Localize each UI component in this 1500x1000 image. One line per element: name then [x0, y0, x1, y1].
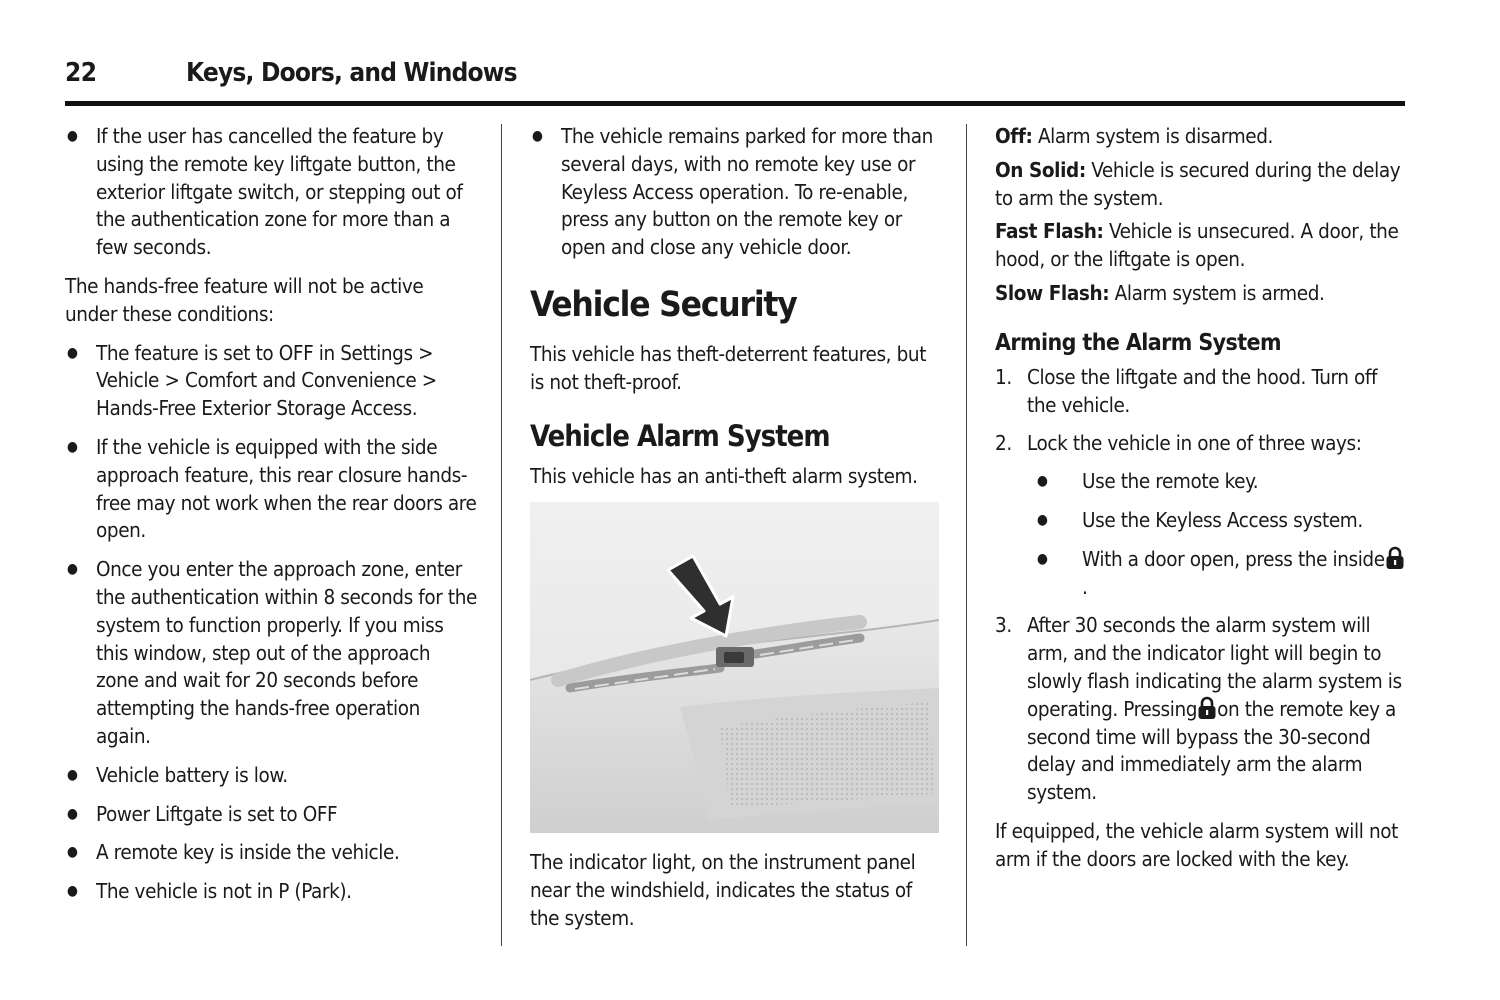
section-title: Keys, Doors, and Windows — [186, 58, 517, 88]
list-item-text: With a door open, press the inside — [1082, 546, 1385, 571]
paragraph: This vehicle has an anti-theft alarm system. — [530, 463, 918, 488]
bullet-list — [530, 123, 942, 262]
step-text: After 30 seconds the alarm system will arm, and the indicator light will begin to slowly flash indicating the alarm system is operating. Pressing — [1027, 613, 1402, 721]
indicator-light-figure — [530, 502, 939, 833]
list-item: ● The vehicle remains parked for more than several days, with no remote key use or Keyless Access operation. To re-enable, press any button on the remote key or open and close any vehicle door. — [530, 123, 942, 262]
list-item: ● Power Liftgate is set to OFF — [65, 801, 477, 829]
list-item: ● The feature is set to OFF in Settings > Vehicle > Comfort and Convenience > Hands-Free Exterior Storage Access. — [65, 340, 477, 423]
heading-vehicle-security: Vehicle Security — [530, 284, 797, 325]
status-text: Alarm system is armed. — [1114, 280, 1325, 305]
arming-steps — [995, 364, 1410, 807]
status-fast-flash — [995, 218, 1410, 274]
lock-methods-list — [1027, 468, 1410, 601]
column-1 — [65, 123, 477, 917]
list-item: ● If the user has cancelled the feature by using the remote key liftgate button, the exterior liftgate switch, or stepping out of the authentication zone for more than a few seconds. — [65, 123, 477, 262]
step-text: on the remote key a second time will bypass the 30-second delay and immediately arm the alarm system. — [1027, 696, 1396, 805]
status-label: Fast Flash: — [995, 219, 1104, 244]
header-rule — [65, 101, 1405, 106]
bullet-list — [65, 123, 477, 262]
step-item — [995, 364, 1410, 420]
figure-caption: The indicator light, on the instrument panel near the windshield, indicates the status of the system. — [530, 850, 916, 930]
conditions-list — [65, 340, 477, 906]
list-item-text: . — [1082, 574, 1088, 599]
paragraph: If equipped, the vehicle alarm system will not arm if the doors are locked with the key. — [995, 818, 1398, 871]
status-text: Vehicle is secured during the delay to arm the system. — [995, 157, 1401, 210]
page-header — [65, 58, 1405, 94]
status-label: Slow Flash: — [995, 280, 1110, 305]
paragraph: This vehicle has theft-deterrent features, but is not theft-proof. — [530, 341, 927, 394]
step-item — [995, 612, 1410, 807]
list-item: ● If the vehicle is equipped with the side approach feature, this rear closure hands-free may not work when the rear doors are open. — [65, 434, 477, 545]
list-item: ● A remote key is inside the vehicle. — [65, 839, 477, 867]
list-item: ● Use the Keyless Access system. — [1027, 507, 1410, 535]
step-text: Close the liftgate and the hood. Turn off the vehicle. — [1027, 364, 1378, 417]
column-divider — [966, 124, 967, 946]
list-item: ● The vehicle is not in P (Park). — [65, 878, 477, 906]
status-label: On Solid: — [995, 157, 1086, 182]
list-item: ● Use the remote key. — [1027, 468, 1410, 496]
lock-icon — [1197, 696, 1217, 720]
list-item — [1027, 546, 1410, 602]
column-2 — [530, 123, 942, 944]
step-text: Lock the vehicle in one of three ways: — [1027, 431, 1362, 456]
column-3 — [995, 123, 1410, 880]
column-divider — [501, 124, 502, 946]
status-on-solid — [995, 157, 1410, 213]
status-text: Vehicle is unsecured. A door, the hood, or the liftgate is open. — [995, 219, 1399, 272]
heading-vehicle-alarm-system: Vehicle Alarm System — [530, 418, 830, 453]
step-number: 2. — [995, 431, 1012, 456]
status-off — [995, 123, 1410, 151]
list-item: ● Vehicle battery is low. — [65, 762, 477, 790]
step-number: 3. — [995, 613, 1012, 638]
step-number: 1. — [995, 364, 1012, 389]
lock-icon — [1385, 546, 1405, 570]
heading-arming: Arming the Alarm System — [995, 329, 1281, 356]
paragraph: The hands-free feature will not be active under these conditions: — [65, 273, 424, 326]
page-number: 22 — [65, 58, 97, 88]
step-item — [995, 430, 1410, 601]
status-label: Off: — [995, 124, 1033, 148]
status-text: Alarm system is disarmed. — [1037, 124, 1274, 148]
status-slow-flash — [995, 280, 1410, 308]
list-item: ● Once you enter the approach zone, enter the authentication within 8 seconds for the system to function properly. If you miss this window, step out of the approach zone and wait for 20 seconds before attempting the hands-free operation again. — [65, 556, 477, 751]
